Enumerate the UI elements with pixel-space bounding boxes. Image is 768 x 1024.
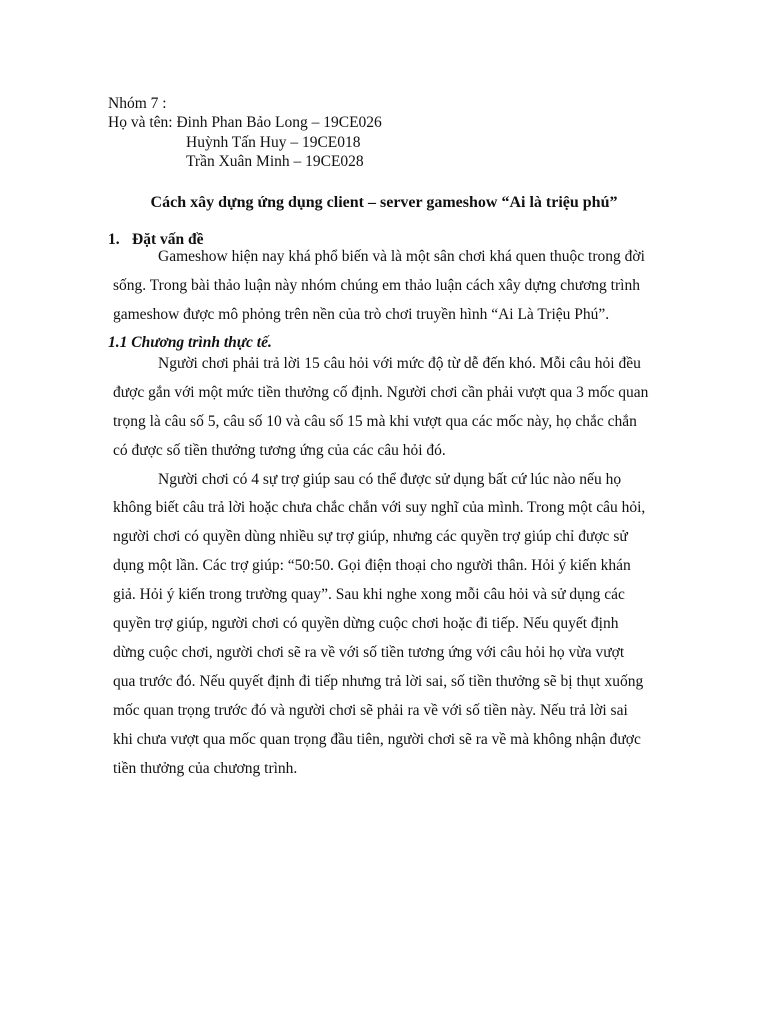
document-title: Cách xây dựng ứng dụng client – server gameshow “Ai là triệu phú” [150,194,618,211]
paragraph-line: dụng một lần. Các trợ giúp: “50:50. Gọi điện thoại cho người thân. Hỏi ý kiến khán [113,557,631,574]
paragraph-line: dừng cuộc chơi, người chơi sẽ ra về với số tiền tương ứng với câu hỏi họ vừa vượt [113,644,625,661]
paragraph-line: Người chơi có 4 sự trợ giúp sau có thể được sử dụng bất cứ lúc nào nếu họ [158,471,622,488]
subsection-heading: 1.1 Chương trình thực tế. [108,334,272,351]
paragraph-line: tiền thưởng của chương trình. [113,760,298,777]
paragraph-line: sống. Trong bài thảo luận này nhóm chúng em thảo luận cách xây dựng chương trình [113,277,640,294]
paragraph-line: Gameshow hiện nay khá phổ biến và là một sân chơi khá quen thuộc trong đời [158,248,645,265]
paragraph-line: được gắn với một mức tiền thưởng cố định. Người chơi cần phải vượt qua 3 mốc quan [113,384,649,401]
group-label: Nhóm 7 : [108,95,167,112]
paragraph-line: mốc quan trọng trước đó và người chơi sẽ phải ra về với số tiền này. Nếu trả lời sai [113,702,628,719]
paragraph-line: khi chưa vượt qua mốc quan trọng đầu tiên, người chơi sẽ ra về mà không nhận được [113,731,641,748]
paragraph-line: quyền trợ giúp, người chơi có quyền dừng cuộc chơi hoặc đi tiếp. Nếu quyết định [113,615,619,632]
paragraph-line: không biết câu trả lời hoặc chưa chắc chắn với suy nghĩ của mình. Trong một câu hỏi, [113,499,646,516]
member-line-1: Họ và tên: Đinh Phan Bảo Long – 19CE026 [108,114,382,131]
paragraph-line: qua trước đó. Nếu quyết định đi tiếp nhưng trả lời sai, số tiền thưởng sẽ bị thụt xuống [113,673,644,690]
paragraph-line: trọng là câu số 5, câu số 10 và câu số 15 mà khi vượt qua các mốc này, họ chắc chắn [113,413,637,430]
paragraph-line: gameshow được mô phỏng trên nền của trò chơi truyền hình “Ai Là Triệu Phú”. [113,306,610,323]
paragraph-line: người chơi có quyền dùng nhiều sự trợ giúp, nhưng các quyền trợ giúp chỉ được sử [113,528,628,545]
paragraph-line: Người chơi phải trả lời 15 câu hỏi với mức độ từ dễ đến khó. Mỗi câu hỏi đều [158,355,641,372]
paragraph-line: giả. Hỏi ý kiến trong trường quay”. Sau khi nghe xong mỗi câu hỏi và sử dụng các [113,586,625,603]
member-line-3: Trần Xuân Minh – 19CE028 [186,153,364,170]
section-title: Đặt vấn đề [132,231,204,248]
paragraph-line: có được số tiền thưởng tương ứng của các câu hỏi đó. [113,442,446,459]
section-number: 1. [108,231,120,248]
member-line-2: Huỳnh Tấn Huy – 19CE018 [186,134,361,151]
